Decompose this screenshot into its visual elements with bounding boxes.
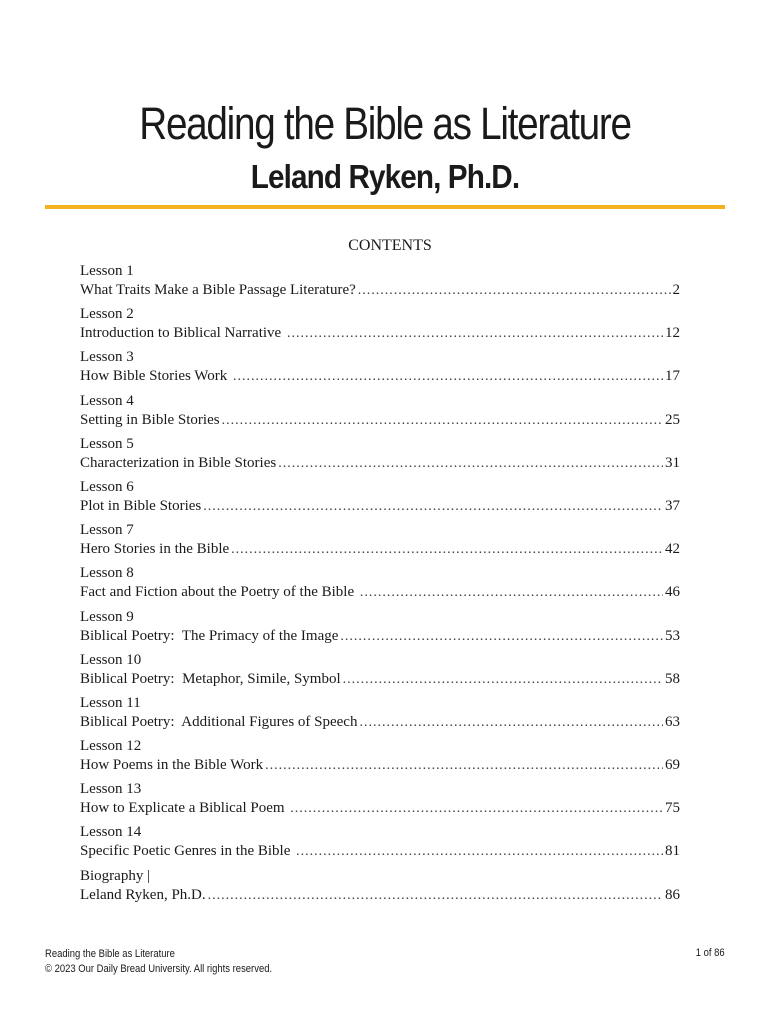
toc-dot-leader	[278, 454, 663, 473]
toc-entry-line[interactable]	[80, 281, 680, 300]
toc-entry-line[interactable]	[80, 842, 680, 861]
toc-entry[interactable]	[80, 867, 680, 910]
toc-entry[interactable]	[80, 608, 680, 651]
toc-entry-page: 86	[665, 886, 680, 903]
toc-entry-page: 17	[665, 368, 680, 385]
toc-entry-line[interactable]	[80, 756, 680, 775]
toc-entry[interactable]	[80, 780, 680, 823]
toc-entry-title[interactable]: Biblical Poetry: The Primacy of the Image	[80, 627, 339, 644]
toc-entry[interactable]	[80, 651, 680, 694]
toc-entry-page: 75	[665, 800, 680, 817]
toc-entry-label: Lesson 1	[80, 263, 134, 279]
toc-dot-leader	[296, 842, 663, 861]
toc-entry-page: 12	[665, 325, 680, 342]
toc-entry-label: Lesson 5	[80, 435, 134, 452]
toc-entry-page: 63	[665, 713, 680, 730]
toc-dot-leader	[343, 670, 663, 689]
toc-entry-title[interactable]: Biblical Poetry: Metaphor, Simile, Symbol	[80, 670, 341, 687]
table-of-contents	[80, 262, 680, 910]
toc-entry-title[interactable]: Fact and Fiction about the Poetry of the Bible	[80, 584, 358, 601]
document-title: Reading the Bible as Literature	[139, 98, 631, 149]
toc-entry-label: Lesson 7	[80, 522, 134, 539]
toc-entry-page: 37	[665, 497, 680, 514]
toc-entry-label: Lesson 9	[80, 608, 134, 625]
page-indicator: 1 of 86	[696, 947, 725, 959]
title-divider	[45, 205, 725, 209]
toc-entry-title[interactable]: How Poems in the Bible Work	[80, 757, 264, 774]
toc-entry[interactable]	[80, 823, 680, 866]
toc-entry-line[interactable]	[80, 367, 680, 386]
toc-entry[interactable]	[80, 305, 680, 348]
toc-entry-label: Lesson 10	[80, 651, 142, 668]
toc-entry-title[interactable]: Hero Stories in the Bible	[80, 541, 230, 558]
toc-entry-page: 53	[665, 627, 680, 644]
toc-entry-title[interactable]: Setting in Bible Stories	[80, 411, 220, 428]
toc-entry-line[interactable]	[80, 670, 680, 689]
toc-dot-leader	[290, 799, 663, 818]
footer-doc-title: Reading the Bible as Literature	[45, 948, 175, 960]
footer-left	[45, 947, 272, 977]
toc-entry-page: 42	[665, 541, 680, 558]
toc-dot-leader	[265, 756, 663, 775]
toc-entry[interactable]	[80, 478, 680, 521]
toc-entry-title[interactable]: How Bible Stories Work	[80, 368, 232, 385]
toc-entry-title[interactable]: Leland Ryken, Ph.D.	[80, 886, 206, 903]
footer-copyright: © 2023 Our Daily Bread University. All rights reserved.	[45, 963, 273, 975]
toc-entry-line[interactable]	[80, 454, 680, 473]
toc-entry-title[interactable]: Introduction to Biblical Narrative	[80, 325, 285, 342]
toc-entry-line[interactable]	[80, 799, 680, 818]
document-author: Leland Ryken, Ph.D.	[250, 158, 520, 195]
toc-entry-line[interactable]	[80, 583, 680, 602]
toc-entry-title[interactable]: Characterization in Bible Stories	[80, 454, 277, 471]
toc-entry-page: 25	[665, 411, 680, 428]
toc-entry-line[interactable]	[80, 411, 680, 430]
toc-entry-line[interactable]	[80, 324, 680, 343]
toc-entry-label: Lesson 2	[80, 306, 134, 323]
toc-dot-leader	[359, 713, 663, 732]
toc-entry-line[interactable]	[80, 713, 680, 732]
toc-entry-line[interactable]	[80, 886, 680, 905]
toc-entry[interactable]	[80, 392, 680, 435]
toc-entry[interactable]	[80, 521, 680, 564]
toc-entry-page: 46	[665, 584, 680, 601]
toc-entry-page: 58	[665, 670, 680, 687]
toc-dot-leader	[287, 324, 663, 343]
toc-dot-leader	[233, 367, 663, 386]
toc-entry-line[interactable]	[80, 497, 680, 516]
toc-entry[interactable]	[80, 435, 680, 478]
toc-entry-label: Lesson 11	[80, 694, 141, 711]
toc-entry-label: Lesson 12	[80, 738, 142, 755]
toc-entry-page: 2	[672, 282, 680, 298]
contents-heading: CONTENTS	[348, 237, 432, 254]
toc-entry-title[interactable]: What Traits Make a Bible Passage Literature?	[80, 282, 356, 298]
toc-entry-label: Lesson 3	[80, 349, 134, 366]
toc-dot-leader	[222, 411, 663, 430]
toc-entry-page: 81	[665, 843, 680, 860]
toc-entry-title[interactable]: How to Explicate a Biblical Poem	[80, 800, 289, 817]
toc-entry[interactable]	[80, 348, 680, 391]
toc-dot-leader	[358, 281, 671, 300]
toc-entry-page: 31	[665, 454, 680, 471]
toc-entry-label: Biography |	[80, 867, 151, 884]
toc-entry[interactable]	[80, 564, 680, 607]
toc-entry-page: 69	[665, 757, 680, 774]
toc-entry-title[interactable]: Specific Poetic Genres in the Bible	[80, 843, 295, 860]
toc-entry-label: Lesson 6	[80, 478, 134, 495]
toc-dot-leader	[340, 627, 663, 646]
toc-dot-leader	[208, 886, 663, 905]
toc-entry-label: Lesson 8	[80, 565, 134, 582]
toc-entry-label: Lesson 4	[80, 392, 134, 409]
toc-dot-leader	[203, 497, 663, 516]
toc-entry-label: Lesson 14	[80, 824, 142, 841]
toc-entry-label: Lesson 13	[80, 781, 142, 798]
toc-entry-line[interactable]	[80, 540, 680, 559]
toc-entry-line[interactable]	[80, 627, 680, 646]
toc-entry[interactable]	[80, 694, 680, 737]
toc-entry[interactable]	[80, 262, 680, 305]
toc-dot-leader	[360, 583, 663, 602]
toc-entry-title[interactable]: Biblical Poetry: Additional Figures of Speech	[80, 713, 358, 730]
toc-dot-leader	[231, 540, 663, 559]
toc-entry-title[interactable]: Plot in Bible Stories	[80, 497, 202, 514]
toc-entry[interactable]	[80, 737, 680, 780]
